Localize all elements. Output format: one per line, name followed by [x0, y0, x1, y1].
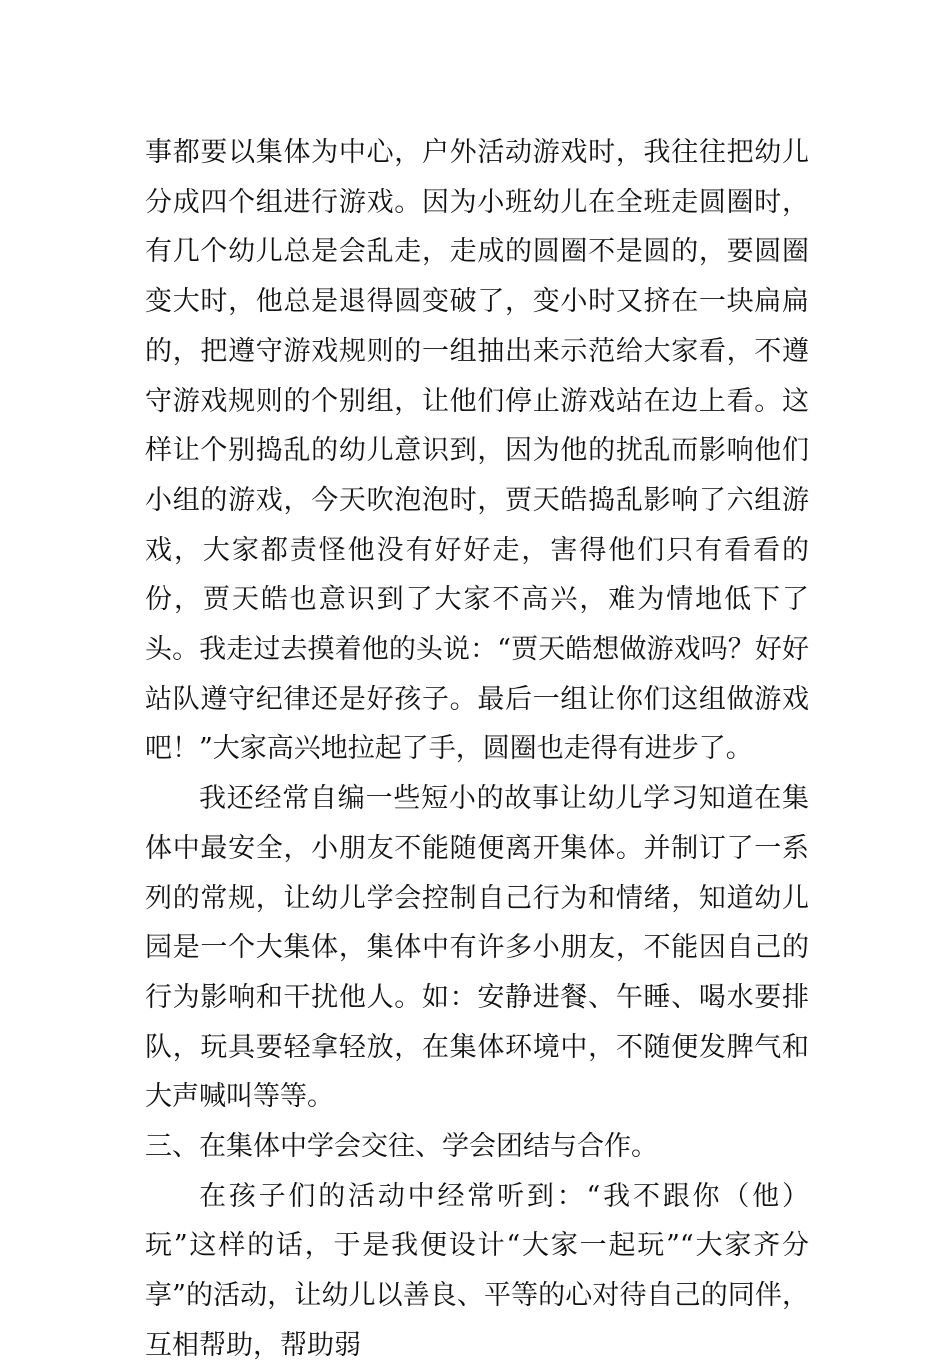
paragraph-stories-and-rules: 我还经常自编一些短小的故事让幼儿学习知道在集体中最安全，小朋友不能随便离开集体。并制订了一系列的常规，让幼儿学会控制自己行为和情绪，知道幼儿园是一个大集体，集体中有许多小朋友，不能因自己的行为影响和干扰他人。如：安静进餐、午睡、喝水要排队，玩具要轻拿轻放，在集体环境中，不随便发脾气和大声喊叫等等。 [145, 783, 809, 1113]
section-heading: 三、在集体中学会交往、学会团结与合作。 [145, 1131, 658, 1163]
paragraph-group-activity: 事都要以集体为中心，户外活动游戏时，我往往把幼儿分成四个组进行游戏。因为小班幼儿在全班走圆圈时，有几个幼儿总是会乱走，走成的圆圈不是圆的，要圆圈变大时，他总是退得圆变破了，变小时又挤在一块扁扁的，把遵守游戏规则的一组抽出来示范给大家看，不遵守游戏规则的个别组，让他们停止游戏站在边上看。这样让个别捣乱的幼儿意识到，因为他的扰乱而影响他们小组的游戏，今天吹泡泡时，贾天皓捣乱影响了六组游戏，大家都责怪他没有好好走，害得他们只有看看的份，贾天皓也意识到了大家不高兴，难为情地低下了头。我走过去摸着他的头说：“贾天皓想做游戏吗？好好站队遵守纪律还是好孩子。最后一组让你们这组做游戏吧！”大家高兴地拉起了手，圆圈也走得有进步了。 [145, 137, 809, 765]
paragraph-sharing-activity: 在孩子们的活动中经常听到：“我不跟你（他）玩”这样的话，于是我便设计“大家一起玩”“大家齐分享”的活动，让幼儿以善良、平等的心对待自己的同伴，互相帮助，帮助弱 [145, 1180, 809, 1361]
document-body [145, 128, 809, 1371]
